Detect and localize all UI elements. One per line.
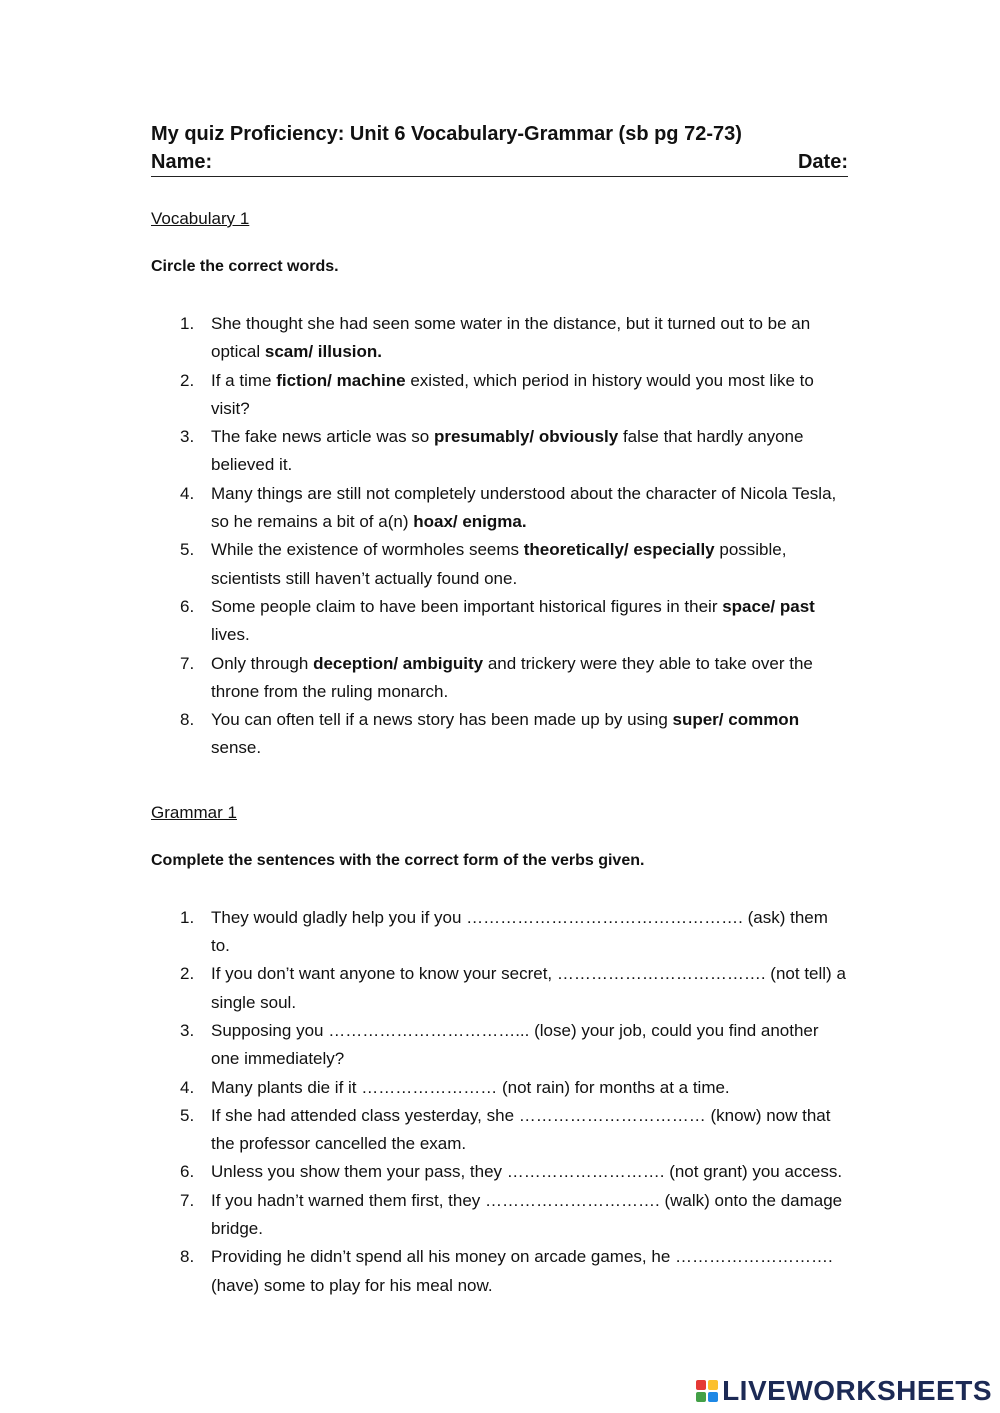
item-text-part: If she had attended class yesterday, she …………………………… (know) now that the professor cancelled the exam. <box>211 1105 831 1154</box>
item-text-part: Only through <box>211 653 314 673</box>
item-number: 5. <box>180 540 195 560</box>
item-number: 1. <box>180 314 195 333</box>
item-text-part: possible, scientists still haven’t actually found one. <box>211 540 787 588</box>
grammar-item <box>151 1158 848 1186</box>
logo-square <box>696 1380 706 1390</box>
item-number: 4. <box>180 1077 195 1097</box>
logo-square <box>708 1392 718 1402</box>
name-date-row <box>151 148 848 177</box>
name-label: Name: <box>151 151 213 173</box>
grammar-item <box>151 960 848 1017</box>
vocabulary-item <box>151 593 848 650</box>
item-text <box>211 423 848 480</box>
item-number: 3. <box>180 427 195 447</box>
logo-mark-icon <box>696 1380 718 1402</box>
item-text <box>211 1017 848 1074</box>
vocabulary-item <box>151 650 848 707</box>
item-text-part: The fake news article was so <box>211 427 434 447</box>
grammar-item <box>151 1074 848 1102</box>
vocabulary-item <box>151 706 848 763</box>
item-text-part: and trickery were they able to take over the throne from the ruling monarch. <box>211 653 813 701</box>
item-number: 2. <box>180 370 195 390</box>
logo-square <box>708 1380 718 1390</box>
vocabulary-section-title: Vocabulary 1 <box>151 209 250 228</box>
item-text <box>211 1074 848 1102</box>
grammar-item <box>151 904 848 961</box>
logo-square <box>696 1392 706 1402</box>
vocabulary-item <box>151 480 848 537</box>
answer-options[interactable]: space/ past <box>722 596 815 616</box>
answer-options[interactable]: super/ common <box>672 710 800 730</box>
answer-options[interactable]: deception/ ambiguity <box>313 653 484 673</box>
item-number: 6. <box>180 596 195 616</box>
item-text <box>211 1187 848 1244</box>
answer-options[interactable]: scam/ illusion. <box>264 342 383 362</box>
vocabulary-list <box>151 310 848 763</box>
grammar-list <box>151 904 848 1300</box>
item-number: 7. <box>180 653 195 673</box>
item-text-part: They would gladly help you if you …………………………………………. (ask) them to. <box>211 907 828 956</box>
item-text <box>211 960 848 1017</box>
item-text-part: Many things are still not completely understood about the character of Nicola Tesla, so he remains a bit of a(n) <box>211 483 837 532</box>
item-number: 4. <box>180 483 195 503</box>
item-text <box>211 904 848 961</box>
item-text <box>211 650 848 707</box>
grammar-item <box>151 1102 848 1159</box>
grammar-instruction: Complete the sentences with the correct form of the verbs given. <box>151 851 645 869</box>
item-text-part: false that hardly anyone believed it. <box>211 427 804 475</box>
item-text-part: If you don’t want anyone to know your secret, ………………………………. (not tell) a single soul. <box>211 964 846 1012</box>
item-number: 7. <box>180 1190 195 1210</box>
worksheet-page <box>151 120 848 1300</box>
item-text <box>211 536 848 593</box>
item-text-part: Unless you show them your pass, they ………………………. (not grant) you access. <box>211 1162 843 1182</box>
page-title: My quiz Proficiency: Unit 6 Vocabulary-Grammar (sb pg 72-73) <box>151 123 742 145</box>
liveworksheets-logo[interactable] <box>696 1375 992 1407</box>
vocabulary-instruction: Circle the correct words. <box>151 258 339 275</box>
logo-text: LIVEWORKSHEETS <box>722 1375 992 1406</box>
item-text-part: Many plants die if it …………………… (not rain) for months at a time. <box>211 1077 730 1097</box>
item-text <box>211 480 848 537</box>
item-text-part: If you hadn’t warned them first, they …………………………. (walk) onto the damage bridge. <box>211 1190 843 1239</box>
vocabulary-item <box>151 310 848 367</box>
item-text-part: Some people claim to have been important historical figures in their <box>211 596 723 616</box>
item-text <box>211 593 848 650</box>
item-text <box>211 1243 848 1300</box>
item-number: 8. <box>180 710 195 730</box>
item-text-part: Supposing you ……………………………... (lose) your job, could you find another one immediately? <box>211 1020 819 1069</box>
item-text-part: She thought she had seen some water in the distance, but it turned out to be an optical <box>211 314 811 362</box>
vocabulary-item <box>151 367 848 424</box>
item-text-part: lives. <box>211 625 250 645</box>
vocabulary-item <box>151 423 848 480</box>
item-text-part: If a time <box>211 370 277 390</box>
item-text <box>211 1102 848 1159</box>
date-label: Date: <box>797 151 848 173</box>
item-text <box>211 706 848 763</box>
item-number: 1. <box>180 907 195 927</box>
vocabulary-item <box>151 536 848 593</box>
item-text-part: You can often tell if a news story has been made up by using <box>211 710 673 730</box>
answer-options[interactable]: theoretically/ especially <box>523 540 715 560</box>
answer-options[interactable]: fiction/ machine <box>276 370 406 390</box>
item-number: 5. <box>180 1105 195 1125</box>
item-number: 3. <box>180 1020 195 1040</box>
grammar-item <box>151 1017 848 1074</box>
item-text <box>211 1158 848 1186</box>
item-text <box>211 367 848 424</box>
item-number: 2. <box>180 964 195 984</box>
answer-options[interactable]: hoax/ enigma. <box>413 512 527 532</box>
item-number: 8. <box>180 1247 195 1267</box>
item-text-part: While the existence of wormholes seems <box>211 540 524 560</box>
item-text-part: Providing he didn’t spend all his money on arcade games, he ………………………. (have) some to play for his meal now. <box>211 1247 833 1295</box>
answer-options[interactable]: presumably/ obviously <box>433 427 619 447</box>
grammar-item <box>151 1187 848 1244</box>
item-number: 6. <box>180 1162 195 1182</box>
item-text-part: existed, which period in history would you most like to visit? <box>211 370 814 418</box>
item-text-part: sense. <box>211 738 262 758</box>
item-text <box>211 310 848 367</box>
grammar-item <box>151 1243 848 1300</box>
grammar-section-title: Grammar 1 <box>151 802 237 822</box>
